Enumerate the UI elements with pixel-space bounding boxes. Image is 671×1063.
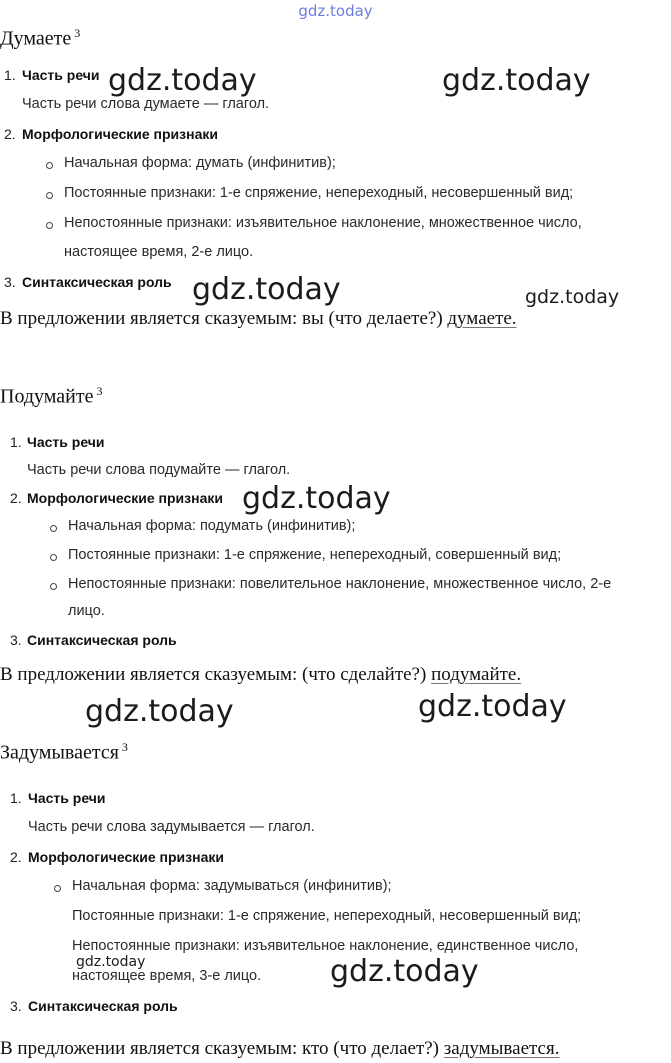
bullet-text-continuation: лицо. [68, 603, 105, 619]
footnote-mark: 3 [121, 740, 128, 754]
word-title-zadumyvaetsya [0, 740, 128, 765]
top-watermark: gdz.today [298, 2, 373, 20]
bullet-icon [46, 162, 53, 169]
footnote-mark: 3 [74, 26, 81, 40]
item-number: 3. [4, 274, 16, 290]
syntax-sentence [0, 1038, 559, 1060]
word-title-text: Задумывается [0, 741, 119, 764]
word-title-text: Думаете [0, 27, 72, 50]
item-heading-syntax-role: Синтаксическая роль [27, 632, 177, 648]
bullet-text: Непостоянные признаки: изъявительное наклонение, множественное число, [64, 215, 582, 231]
item-number: 2. [10, 490, 22, 506]
item-number: 1. [10, 790, 22, 806]
bullet-text: Непостоянные признаки: изъявительное наклонение, единственное число, [72, 938, 579, 954]
sentence-text: В предложении является сказуемым: кто (что делает?) [0, 1038, 444, 1059]
watermark-text: gdz.today [525, 286, 620, 308]
syntax-sentence [0, 308, 517, 330]
item-heading-part-of-speech: Часть речи [22, 67, 100, 83]
footnote-mark: 3 [96, 384, 103, 398]
item-heading-part-of-speech: Часть речи [27, 434, 105, 450]
item-heading-morphology: Морфологические признаки [28, 849, 224, 865]
part-of-speech-text: Часть речи слова думаете — глагол. [22, 96, 270, 112]
watermark-text: gdz.today [242, 481, 391, 516]
bullet-icon [50, 525, 57, 532]
item-heading-morphology: Морфологические признаки [22, 126, 218, 142]
watermark-text: gdz.today [76, 954, 146, 970]
watermark-text: gdz.today [442, 63, 591, 98]
bullet-text: Непостоянные признаки: повелительное наклонение, множественное число, 2-е [68, 576, 612, 592]
part-of-speech-text: Часть речи слова подумайте — глагол. [27, 462, 291, 478]
word-title-text: Подумайте [0, 385, 94, 408]
watermark-text: gdz.today [85, 694, 234, 729]
item-number: 2. [10, 849, 22, 865]
bullet-text: Постоянные признаки: 1-е спряжение, непереходный, совершенный вид; [68, 547, 562, 563]
predicate-word: задумывается. [443, 1038, 560, 1059]
watermark-text: gdz.today [192, 272, 341, 307]
bullet-text: Постоянные признаки: 1-е спряжение, непереходный, несовершенный вид; [64, 185, 574, 201]
bullet-text-continuation: настоящее время, 2-е лицо. [64, 244, 254, 260]
item-number: 3. [10, 998, 22, 1014]
bullet-text: Начальная форма: задумываться (инфинитив); [72, 878, 392, 894]
watermark-text: gdz.today [418, 689, 567, 724]
watermark-text: gdz.today [108, 63, 257, 98]
watermark-text: gdz.today [330, 954, 479, 989]
bullet-icon [50, 583, 57, 590]
syntax-sentence [0, 664, 521, 686]
bullet-text: Начальная форма: подумать (инфинитив); [68, 518, 356, 534]
item-number: 3. [10, 632, 22, 648]
item-heading-syntax-role: Синтаксическая роль [22, 274, 172, 290]
item-number: 2. [4, 126, 16, 142]
part-of-speech-text: Часть речи слова задумывается — глагол. [28, 819, 315, 835]
item-number: 1. [4, 67, 16, 83]
item-heading-part-of-speech: Часть речи [28, 790, 106, 806]
predicate-word: подумайте. [431, 664, 522, 685]
item-number: 1. [10, 434, 22, 450]
bullet-text: Постоянные признаки: 1-е спряжение, непереходный, несовершенный вид; [72, 908, 582, 924]
bullet-icon [46, 192, 53, 199]
bullet-text-continuation: настоящее время, 3-е лицо. [72, 968, 262, 984]
item-heading-syntax-role: Синтаксическая роль [28, 998, 178, 1014]
bullet-icon [50, 554, 57, 561]
word-title-podumayte [0, 384, 103, 409]
bullet-icon [46, 222, 53, 229]
sentence-text: В предложении является сказуемым: вы (что делаете?) [0, 308, 448, 329]
item-heading-morphology: Морфологические признаки [27, 490, 223, 506]
predicate-word: думаете. [447, 308, 517, 329]
bullet-text: Начальная форма: думать (инфинитив); [64, 155, 336, 171]
word-title-dumaete [0, 26, 80, 51]
bullet-icon [54, 885, 61, 892]
sentence-text: В предложении является сказуемым: (что сделайте?) [0, 664, 432, 685]
